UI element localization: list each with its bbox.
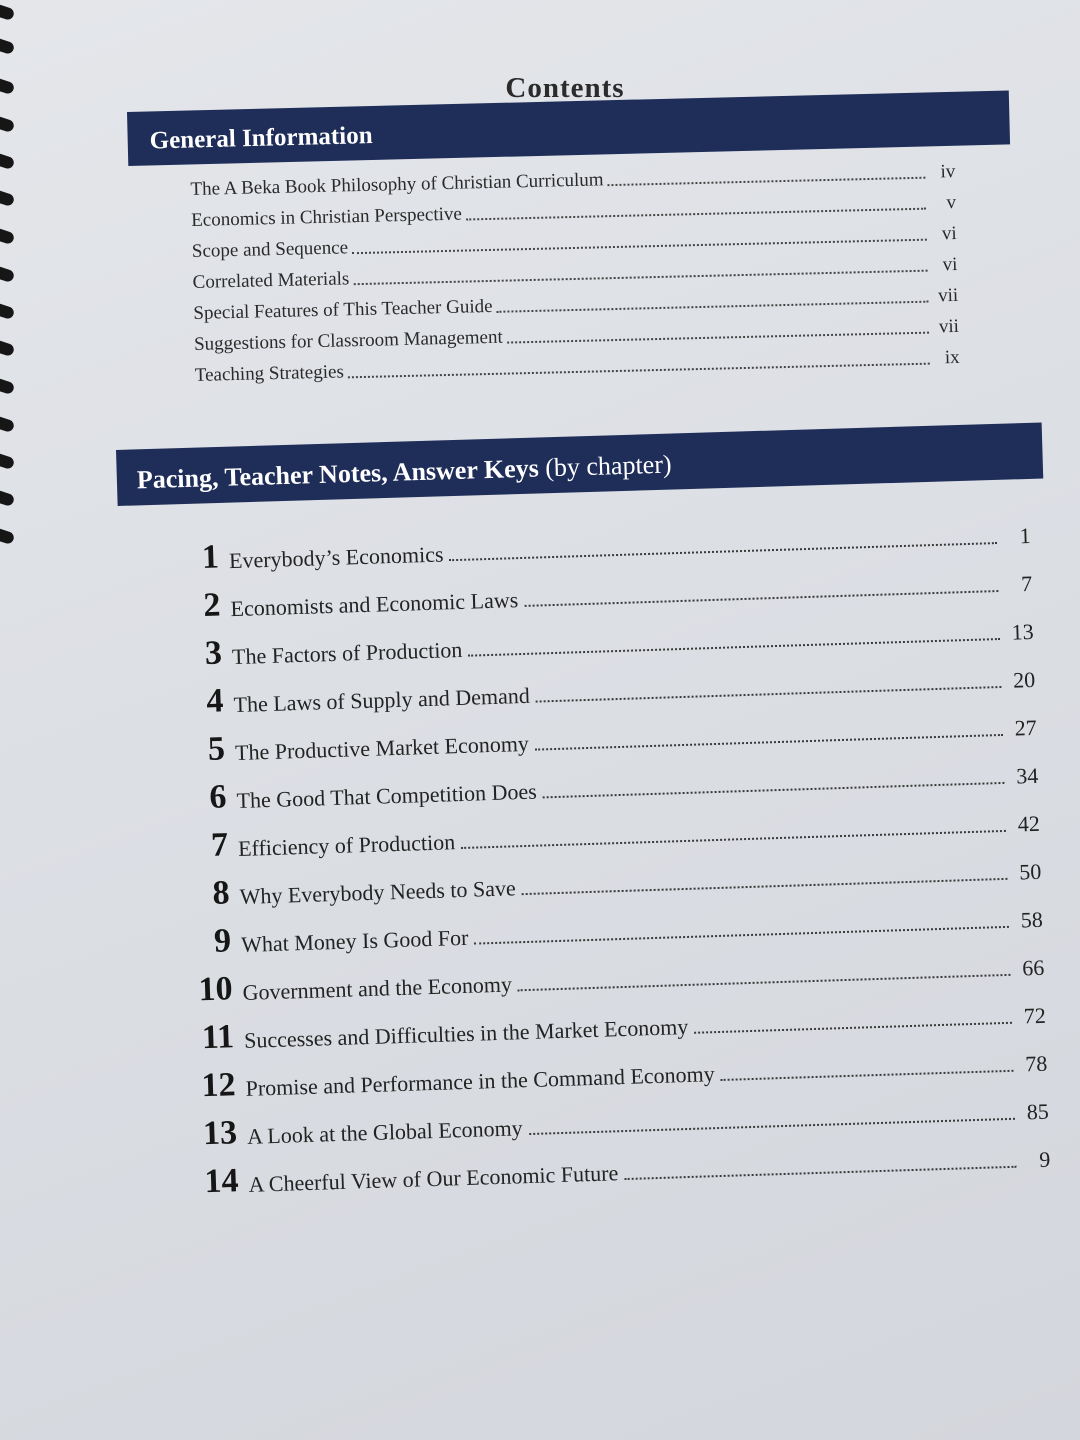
chapter-title: The Productive Market Economy: [234, 730, 530, 766]
chapter-title: Everybody’s Economics: [228, 541, 444, 574]
chapter-title: A Cheerful View of Our Economic Future: [248, 1160, 619, 1197]
chapter-page: 7: [1020, 570, 1033, 597]
chapter-number: 7: [210, 826, 229, 864]
toc-entry-label: The A Beka Book Philosophy of Christian Curriculum: [190, 169, 604, 200]
chapter-number: 12: [200, 1066, 237, 1105]
chapter-number: 1: [201, 538, 220, 577]
pacing-heading: [116, 423, 1043, 506]
toc-entry-page: vii: [937, 284, 959, 307]
toc-entry-page: vi: [941, 222, 957, 245]
chapter-title: A Look at the Global Economy: [246, 1115, 523, 1149]
chapter-page: 34: [1015, 762, 1039, 789]
toc-entry-page: vi: [942, 253, 958, 276]
toc-entry-label: Suggestions for Classroom Management: [193, 326, 503, 355]
chapter-number: 2: [202, 586, 222, 624]
toc-entry-label: Correlated Materials: [192, 268, 350, 293]
chapter-number: 10: [197, 970, 234, 1009]
chapter-page: 27: [1014, 714, 1038, 741]
chapter-title: Successes and Difficulties in the Market Economy: [243, 1013, 689, 1053]
chapter-number: 13: [202, 1114, 238, 1153]
chapter-page: 1: [1019, 522, 1032, 549]
toc-entry-label: Teaching Strategies: [194, 361, 345, 386]
chapter-page: 42: [1017, 810, 1041, 837]
toc-entry-page: v: [946, 191, 957, 214]
toc-entry-label: Special Features of This Teacher Guide: [193, 295, 493, 324]
toc-entry-page: ix: [944, 346, 960, 369]
chapter-number: 4: [205, 682, 225, 720]
chapter-page: 13: [1011, 618, 1035, 645]
chapter-title: The Good That Competition Does: [236, 778, 538, 814]
toc-entry-page: iv: [940, 160, 956, 183]
chapter-page: 66: [1021, 954, 1045, 981]
general-information-list: [190, 152, 960, 387]
chapter-title: Government and the Economy: [242, 971, 513, 1005]
chapter-title: Economists and Economic Laws: [230, 587, 519, 622]
chapter-page: 72: [1023, 1002, 1047, 1029]
chapter-page: 20: [1012, 666, 1036, 693]
chapter-title: Promise and Performance in the Command Economy: [245, 1061, 716, 1101]
toc-entry-label: Scope and Sequence: [191, 237, 349, 262]
toc-entry-page: vii: [938, 315, 960, 338]
toc-entry-label: Economics in Christian Perspective: [190, 203, 463, 231]
chapter-page: 9: [1038, 1146, 1051, 1173]
chapter-list: [170, 501, 1051, 1200]
pacing-heading-text: Pacing, Teacher Notes, Answer Keys: [136, 453, 540, 495]
chapter-title: The Factors of Production: [231, 636, 463, 670]
chapter-number: 11: [201, 1018, 235, 1057]
chapter-title: Why Everybody Needs to Save: [239, 875, 517, 909]
dot-leader: [624, 1166, 1016, 1180]
chapter-number: 8: [211, 874, 231, 912]
page-title: Contents: [505, 72, 625, 104]
chapter-page: 50: [1018, 858, 1042, 885]
pacing-heading-subtext: (by chapter): [544, 449, 672, 483]
chapter-page: 58: [1020, 906, 1044, 933]
chapter-number: 9: [213, 922, 232, 960]
chapter-number: 14: [203, 1162, 240, 1201]
chapter-title: What Money Is Good For: [240, 924, 469, 957]
general-heading-text: General Information: [149, 122, 373, 155]
dot-leader: [348, 363, 930, 379]
chapter-number: 5: [207, 730, 226, 768]
chapter-title: The Laws of Supply and Demand: [233, 682, 531, 718]
chapter-title: Efficiency of Production: [237, 829, 456, 862]
chapter-page: 85: [1026, 1098, 1050, 1125]
chapter-number: 3: [204, 634, 223, 672]
chapter-number: 6: [208, 778, 228, 816]
chapter-page: 78: [1024, 1050, 1048, 1077]
